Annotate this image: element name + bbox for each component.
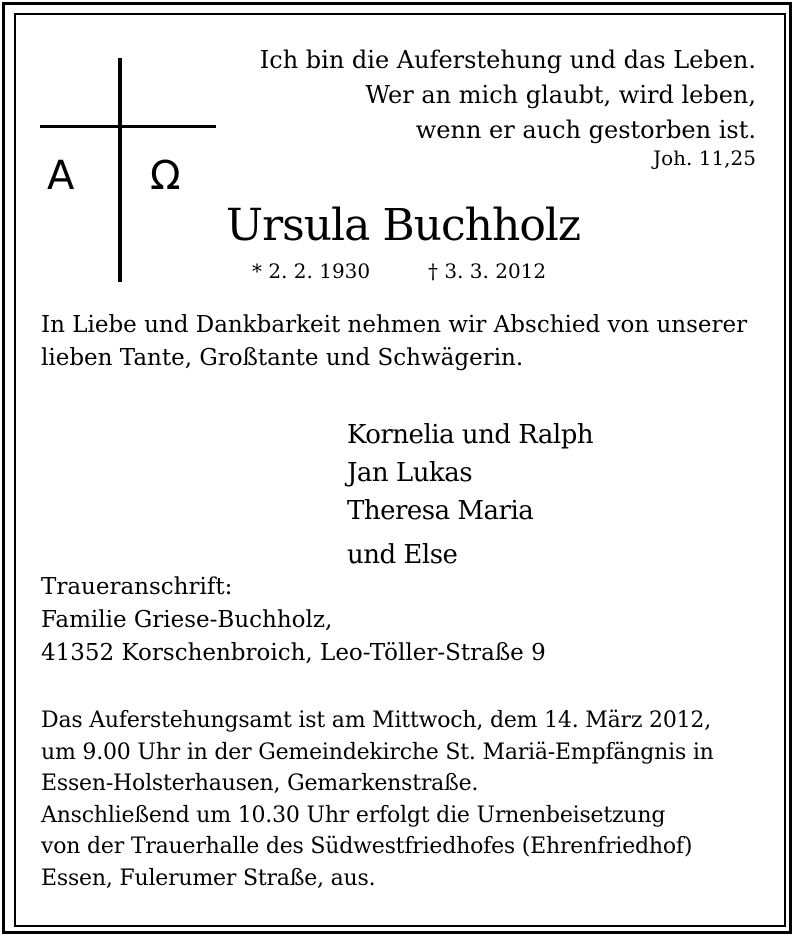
cross-vertical-bar (118, 58, 122, 282)
family-line: Jan Lukas (347, 458, 473, 488)
address-line: 41352 Korschenbroich, Leo-Töller-Straße 9 (41, 640, 546, 666)
birth-date: * 2. 2. 1930 (252, 259, 371, 283)
service-line: Anschließend um 10.30 Uhr erfolgt die Urnenbeisetzung (41, 802, 666, 828)
verse-line: Wer an mich glaubt, wird leben, (365, 81, 756, 109)
address-line: Familie Griese-Buchholz, (41, 607, 333, 633)
family-line: Theresa Maria (347, 496, 534, 526)
bible-verse (260, 43, 756, 148)
verse-line: wenn er auch gestorben ist. (415, 116, 756, 144)
family-signatures (347, 416, 593, 574)
verse-reference: Joh. 11,25 (653, 146, 756, 170)
service-line: von der Trauerhalle des Südwestfriedhofes (Ehrenfriedhof) (41, 834, 693, 859)
verse-line: Ich bin die Auferstehung und das Leben. (259, 46, 756, 74)
alpha-symbol: A (47, 153, 75, 199)
service-details (41, 705, 781, 894)
family-line: Kornelia und Ralph (347, 420, 594, 450)
omega-symbol: Ω (150, 153, 181, 199)
death-date: † 3. 3. 2012 (428, 259, 547, 283)
address-line: Traueranschrift: (41, 574, 233, 600)
mourning-address (41, 571, 546, 670)
tribute-line: lieben Tante, Großtante und Schwägerin. (41, 345, 524, 371)
service-line: Essen-Holsterhausen, Gemarkenstraße. (41, 771, 479, 796)
tribute-line: In Liebe und Dankbarkeit nehmen wir Abschied von unserer (41, 312, 748, 338)
service-line: um 9.00 Uhr in der Gemeindekirche St. Mariä-Empfängnis in (41, 739, 714, 765)
service-line: Das Auferstehungsamt ist am Mittwoch, dem 14. März 2012, (41, 708, 712, 733)
deceased-name: Ursula Buchholz (226, 200, 581, 251)
cross-horizontal-bar (40, 125, 216, 128)
service-line: Essen, Fulerumer Straße, aus. (41, 865, 376, 891)
tribute-text (41, 309, 771, 375)
family-line: und Else (347, 540, 458, 570)
